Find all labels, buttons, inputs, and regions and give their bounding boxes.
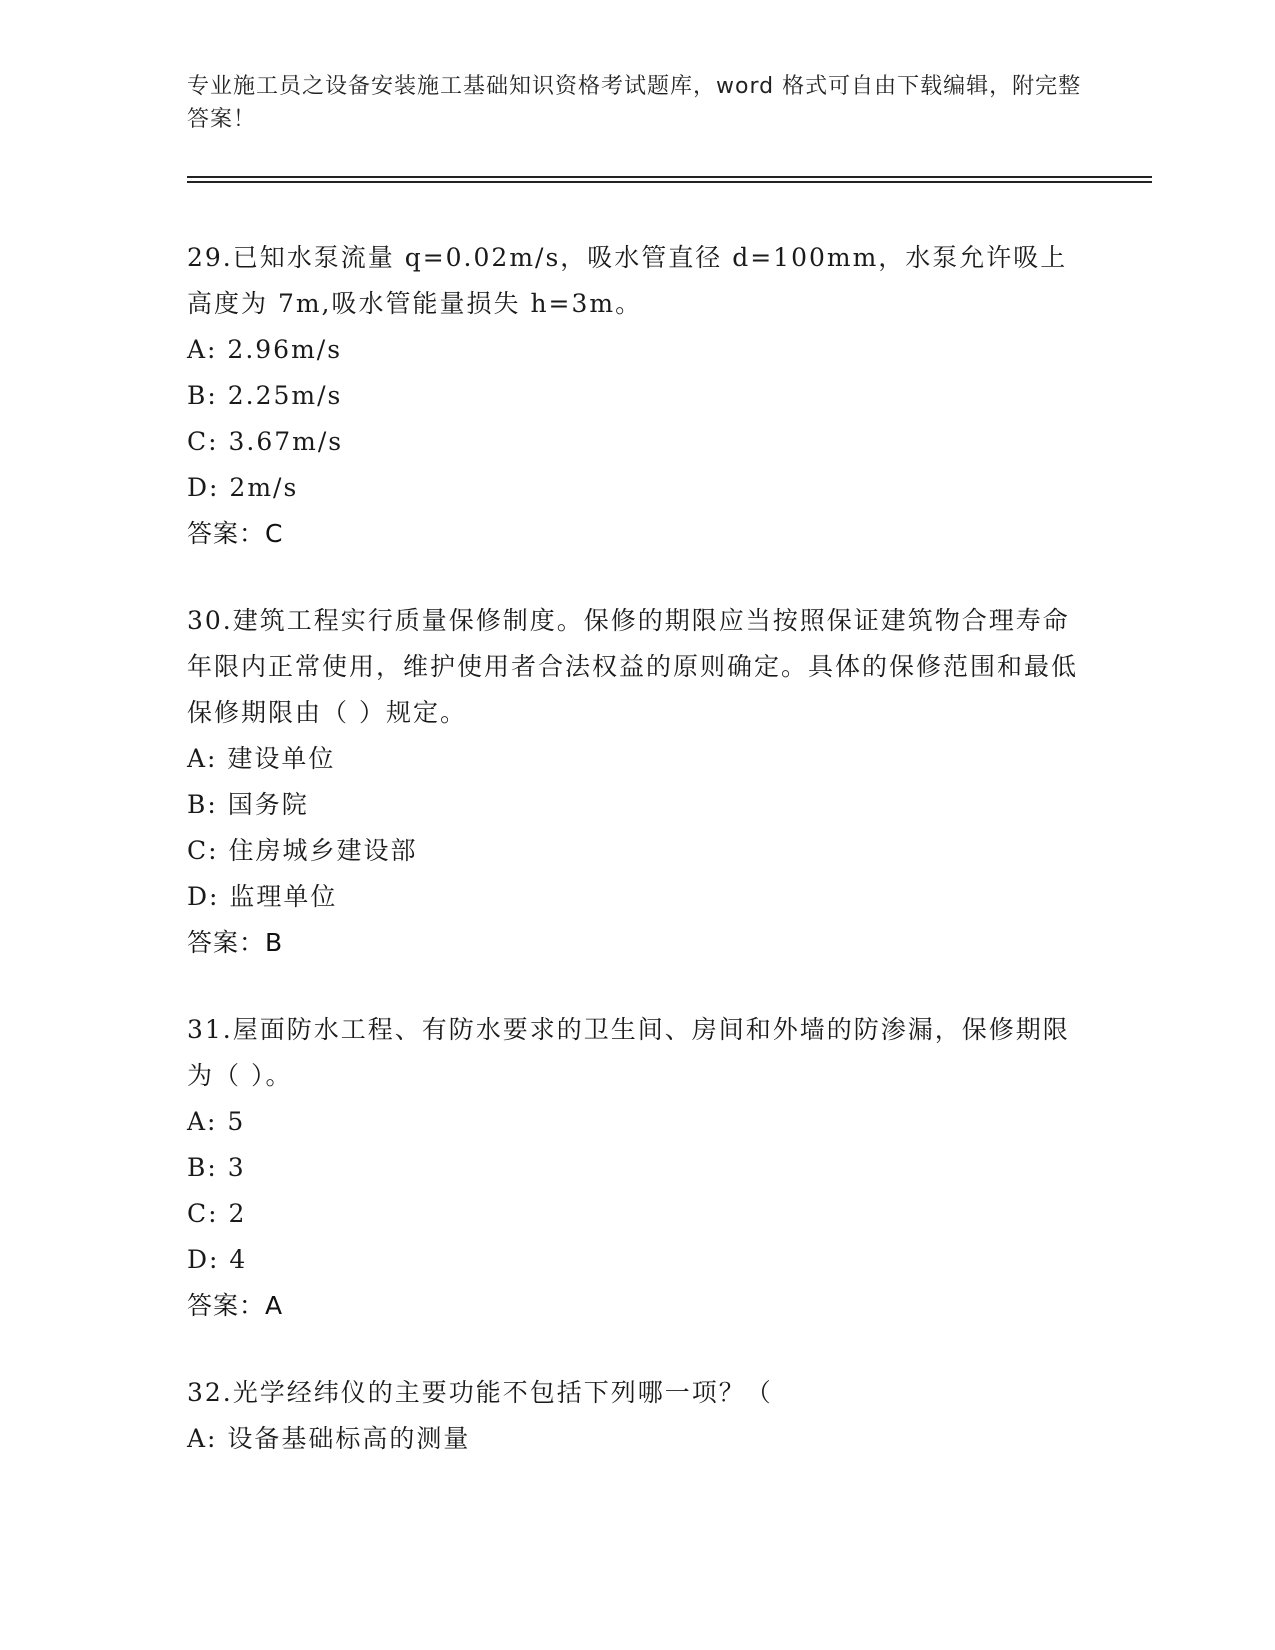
option-d: D: 监理单位 xyxy=(187,882,338,911)
question-29 xyxy=(187,235,1087,557)
option-c: C: 2 xyxy=(187,1199,247,1228)
option-c: C: 3.67m/s xyxy=(187,427,344,456)
question-31 xyxy=(187,1007,1087,1329)
question-text: 30.建筑工程实行质量保修制度。保修的期限应当按照保证建筑物合理寿命年限内正常使用，维护使用者合法权益的原则确定。具体的保修范围和最低保修期限由（ ）规定。 xyxy=(187,606,1079,727)
question-text: 29.已知水泵流量 q=0.02m/s，吸水管直径 d=100mm，水泵允许吸上高度为 7m,吸水管能量损失 h=3m。 xyxy=(187,243,1068,318)
option-d: D: 4 xyxy=(187,1245,248,1274)
question-list xyxy=(187,235,1087,1503)
header-rule-top xyxy=(187,176,1152,178)
question-30 xyxy=(187,598,1087,966)
option-b: B: 3 xyxy=(187,1153,246,1182)
question-text: 31.屋面防水工程、有防水要求的卫生间、房间和外墙的防渗漏，保修期限为（ ）。 xyxy=(187,1015,1070,1090)
option-a: A: 2.96m/s xyxy=(187,335,343,364)
answer-line: 答案：A xyxy=(187,1291,284,1320)
option-d: D: 2m/s xyxy=(187,473,299,502)
answer-line: 答案：B xyxy=(187,928,284,957)
question-32 xyxy=(187,1370,1087,1462)
header-rule-bottom xyxy=(187,181,1152,183)
option-b: B: 国务院 xyxy=(187,790,309,819)
option-c: C: 住房城乡建设部 xyxy=(187,836,418,865)
option-a: A: 建设单位 xyxy=(187,744,336,773)
option-a: A: 5 xyxy=(187,1107,246,1136)
document-header: 专业施工员之设备安装施工基础知识资格考试题库，word 格式可自由下载编辑，附完整答案！ xyxy=(187,74,1082,132)
answer-line: 答案：C xyxy=(187,519,284,548)
option-b: B: 2.25m/s xyxy=(187,381,343,410)
option-a: A: 设备基础标高的测量 xyxy=(187,1424,471,1453)
question-text: 32.光学经纬仪的主要功能不包括下列哪一项？（ xyxy=(187,1378,773,1407)
